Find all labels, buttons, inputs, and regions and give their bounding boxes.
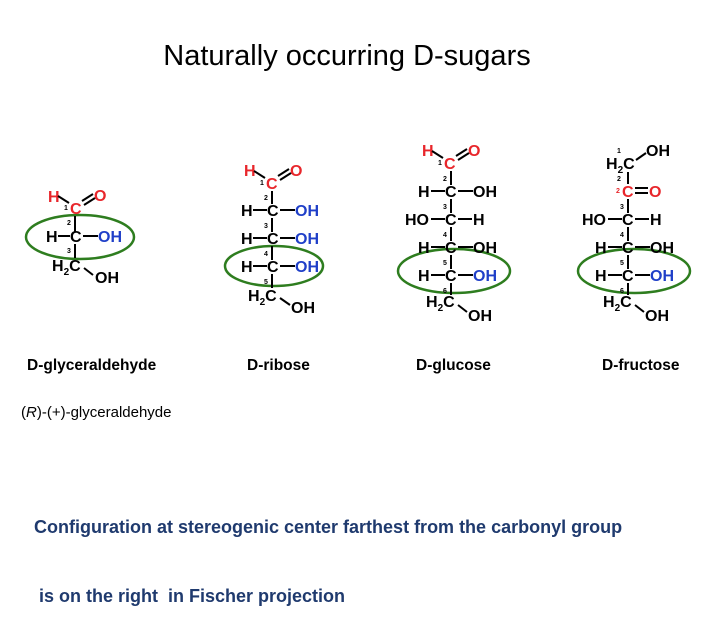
atom-o: O [290, 163, 303, 180]
atom-ho: HO [582, 212, 606, 229]
atom-oh: OH [295, 231, 319, 248]
atom-c: C [70, 229, 82, 246]
atom-h: H [241, 231, 253, 248]
atom-c: C [622, 184, 634, 201]
atom-h2c: $H_2C$ [426, 294, 455, 314]
carbon-number: 2 [617, 176, 621, 183]
carbon-number: 3 [443, 204, 447, 211]
atom-h: H [473, 212, 485, 229]
carbon-number: 6 [443, 288, 447, 295]
bond-line [280, 298, 290, 305]
atom-oh: OH [646, 143, 670, 160]
atom-c: C [445, 184, 457, 201]
carbon-number: 1 [438, 160, 442, 167]
atom-oh: OH [98, 229, 122, 246]
atom-ho: HO [405, 212, 429, 229]
carbon-number: 4 [620, 232, 624, 239]
atom-oh: OH [645, 308, 669, 325]
r-glyceraldehyde-caption: (R)-(+)-glyceraldehyde [21, 404, 172, 421]
atom-c: C [267, 231, 279, 248]
bond-line [432, 151, 443, 158]
carbon-number: 2 [67, 220, 71, 227]
bond-line [636, 153, 646, 160]
atom-c: C [622, 268, 634, 285]
atom-c: C [444, 156, 456, 173]
bond-line [58, 196, 69, 203]
atom-h: H [418, 184, 430, 201]
note-line-1: Configuration at stereogenic center farthest from the carbonyl group [34, 517, 623, 537]
configuration-note [34, 470, 622, 631]
carbon-number: 2 [443, 176, 447, 183]
atom-o: O [649, 184, 662, 201]
atom-o: O [94, 188, 107, 205]
atom-c: C [445, 212, 457, 229]
atom-oh: OH [291, 300, 315, 317]
atom-c: C [622, 240, 634, 257]
page-title: Naturally occurring D-sugars [163, 40, 531, 72]
atom-oh: OH [295, 259, 319, 276]
atom-h: H [46, 229, 58, 246]
d-fructose-structure [578, 143, 690, 325]
atom-h2c: $H_2C$ [603, 294, 632, 314]
atom-c: C [445, 240, 457, 257]
d-glucose-structure [398, 143, 510, 325]
atom-oh: OH [473, 184, 497, 201]
carbon-number: 3 [620, 204, 624, 211]
atom-h: H [650, 212, 662, 229]
atom-oh: OH [650, 240, 674, 257]
atom-h: H [244, 163, 256, 180]
carbon-number: 1 [260, 180, 264, 187]
carbon-number: 6 [620, 288, 624, 295]
atom-c: C [267, 203, 279, 220]
atom-h: H [595, 240, 607, 257]
label-d-glyceraldehyde: D-glyceraldehyde [27, 357, 157, 374]
atom-h2c: $H_2C$ [248, 288, 277, 308]
carbon-number: 4 [443, 232, 447, 239]
note-line-2: is on the right in Fischer projection [34, 586, 346, 606]
atom-oh: OH [650, 268, 674, 285]
carbon-number: 3 [264, 223, 268, 230]
atom-h: H [241, 259, 253, 276]
atom-c: C [267, 259, 279, 276]
atom-h: H [418, 240, 430, 257]
atom-h2c: $H_2C$ [606, 156, 635, 176]
atom-oh: OH [468, 308, 492, 325]
atom-oh: OH [473, 268, 497, 285]
atom-h: H [418, 268, 430, 285]
atom-h: H [422, 143, 434, 160]
atom-c: C [70, 201, 82, 218]
bond-line [84, 268, 93, 275]
atom-oh: OH [95, 270, 119, 287]
d-ribose-structure [225, 163, 323, 317]
carbon-number: 1 [617, 148, 621, 155]
carbon-number: 2 [616, 188, 620, 195]
atom-h2c: $H_2C$ [52, 258, 81, 278]
atom-oh: OH [473, 240, 497, 257]
atom-h: H [48, 189, 60, 206]
bond-line [458, 305, 467, 312]
atom-oh: OH [295, 203, 319, 220]
carbon-number: 5 [264, 279, 268, 286]
atom-h: H [595, 268, 607, 285]
label-d-glucose: D-glucose [416, 357, 491, 374]
carbon-number: 2 [264, 195, 268, 202]
carbon-number: 1 [64, 205, 68, 212]
atom-c: C [622, 212, 634, 229]
atom-o: O [468, 143, 481, 160]
atom-c: C [266, 176, 278, 193]
bond-line [635, 305, 644, 312]
atom-c: C [445, 268, 457, 285]
d-glyceraldehyde-structure [26, 188, 134, 287]
carbon-number: 4 [264, 251, 268, 258]
label-d-fructose: D-fructose [602, 357, 680, 374]
label-d-ribose: D-ribose [247, 357, 310, 374]
carbon-number: 3 [67, 248, 71, 255]
carbon-number: 5 [620, 260, 624, 267]
atom-h: H [241, 203, 253, 220]
bond-line [254, 171, 265, 178]
carbon-number: 5 [443, 260, 447, 267]
